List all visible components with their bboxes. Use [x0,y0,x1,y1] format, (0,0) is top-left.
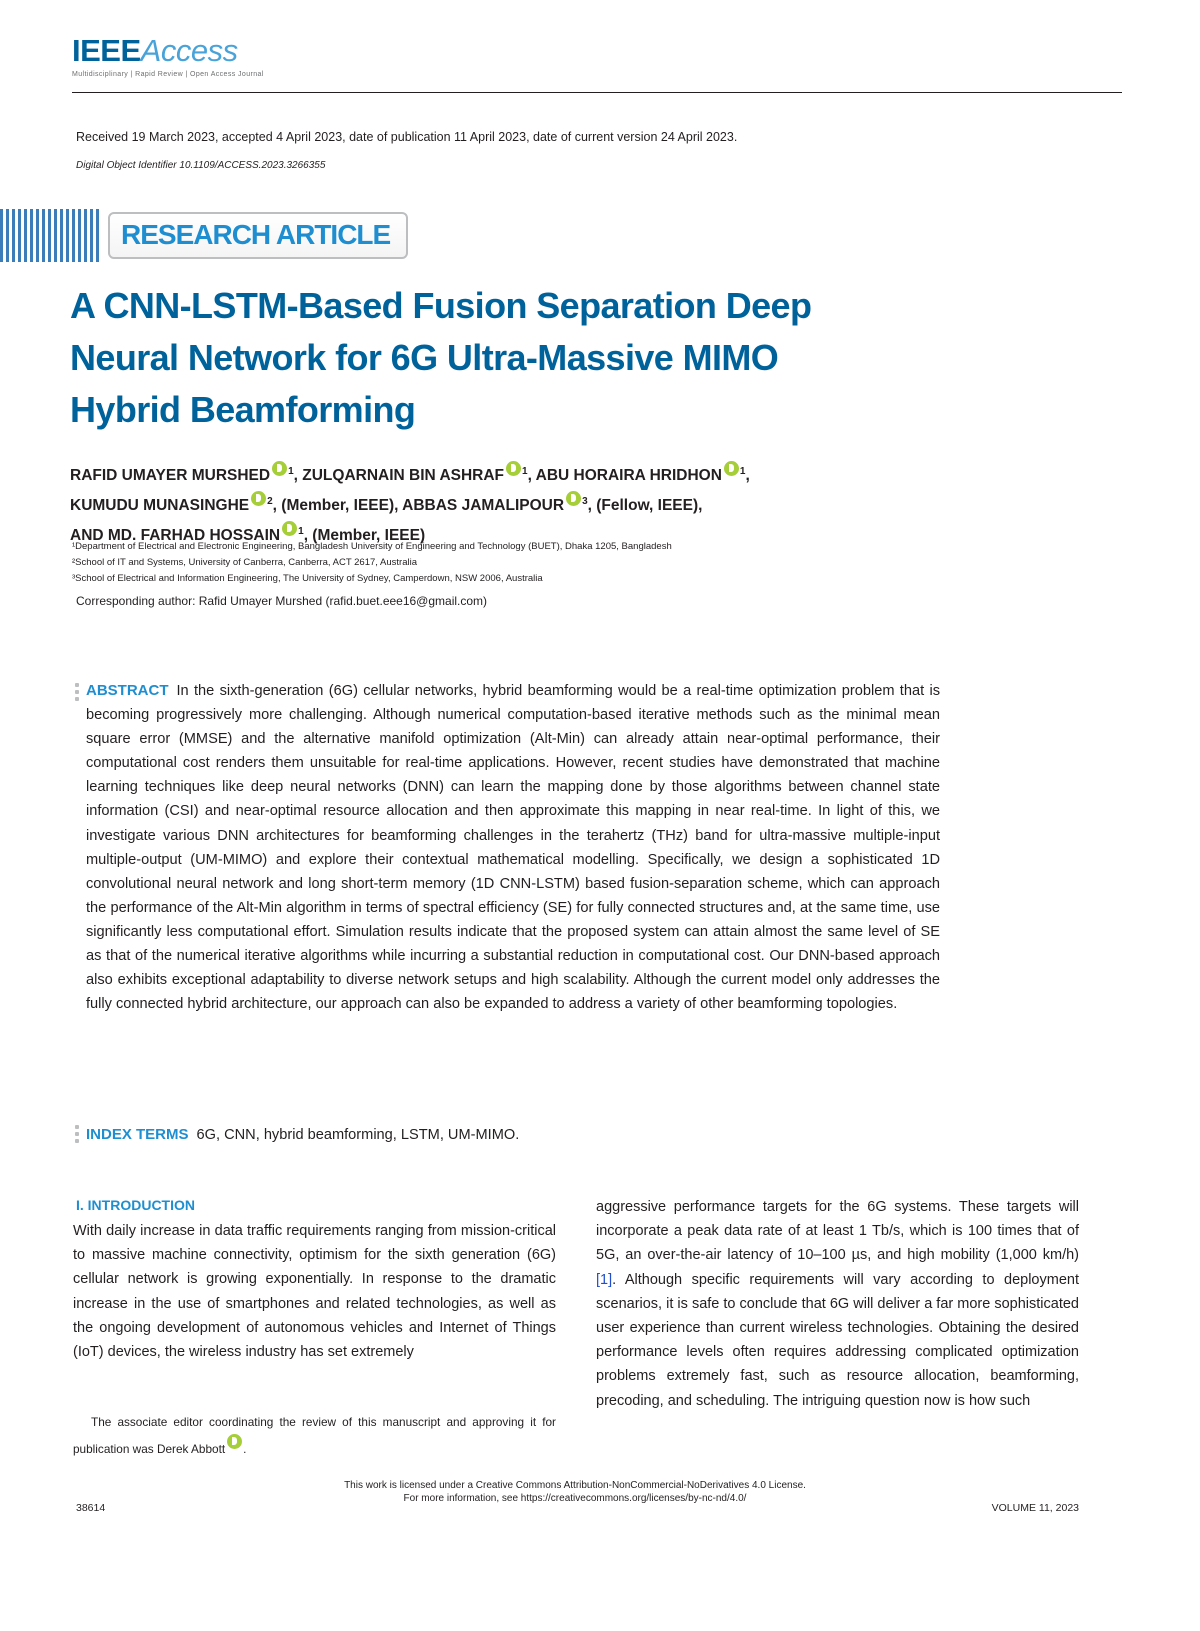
header-divider [72,92,1122,93]
logo-ieee: IEEE [72,33,141,68]
editor-footnote [73,1410,556,1461]
section-marker-dot [75,1132,79,1136]
affiliation-line: ¹Department of Electrical and Electronic Engineering, Bangladesh University of Engineering and Technology (BUET), Dhaka 1205, Bangladesh [72,541,672,552]
author-name: KUMUDU MUNASINGHE [70,497,250,514]
section-marker-dot [75,1139,79,1143]
author-name: AND MD. FARHAD HOSSAIN [70,527,281,544]
affiliation-sup: 2 [267,496,273,507]
author-name: , ZULQARNAIN BIN ASHRAF [293,467,505,484]
author-separator: , [745,467,750,484]
citation-link[interactable]: [1] [596,1271,613,1288]
abstract [86,679,940,1016]
orcid-icon[interactable] [251,491,266,506]
banner-label: RESEARCH ARTICLE [121,219,391,250]
logo-access: Access [140,33,238,68]
intro-right-column [596,1195,1079,1413]
corresponding-author: Corresponding author: Rafid Umayer Murshed (rafid.buet.eee16@gmail.com) [76,594,488,608]
orcid-icon[interactable] [282,521,297,536]
orcid-icon[interactable] [227,1434,242,1449]
author-membership: , (Member, IEEE) [303,527,426,544]
abstract-text: In the sixth-generation (6G) cellular networks, hybrid beamforming would be a real-time optimization problem that is becoming progressively more challenging. Although numerical computation-based iterative methods such as the minimal mean square error (MMSE) and the alternative manifold optimization (Alt-Min) can already attain near-optimal performance, their computational cost renders them unsuitable for real-time applications. However, recent studies have demonstrated that machine learning techniques like deep neural networks (DNN) can learn the mapping done by those algorithms between channel state information (CSI) and near-optimal resource allocation and then approximate this mapping in near real-time. In light of this, we investigate various DNN architectures for beamforming challenges in the terahertz (THz) band for ultra-massive multiple-input multiple-output (UM-MIMO) and explore their contextual mathematical modelling. Specifically, we design a sophisticated 1D convolutional neural network and long short-term memory (1D CNN-LSTM) based fusion-separation scheme, which can approach the performance of the Alt-Min algorithm in terms of spectral efficiency (SE) for fully connected structures and, at the same time, use significantly less computational effort. Simulation results indicate that the proposed system can attain almost the same level of SE as that of the numerical iterative algorithms while incurring a substantial reduction in computational cost. Our DNN-based approach also exhibits exceptional adaptability to diverse network setups and high scalability. Although the current model only addresses the fully connected hybrid architecture, our approach can also be expanded to address a variety of other beamforming topologies. [86,683,940,1013]
orcid-icon[interactable] [724,461,739,476]
orcid-icon[interactable] [506,461,521,476]
section-marker-dot [75,690,79,694]
orcid-icon[interactable] [566,491,581,506]
journal-logo [72,34,264,78]
title-line: A CNN-LSTM-Based Fusion Separation Deep [70,285,812,326]
author-membership: , (Fellow, IEEE), [587,497,703,514]
received-dates: Received 19 March 2023, accepted 4 April 2023, date of publication 11 April 2023, date of current version 24 April 2023. [76,130,738,144]
author-name: , ABU HORAIRA HRIDHON [527,467,722,484]
author-name: RAFID UMAYER MURSHED [70,467,271,484]
license-line: This work is licensed under a Creative Commons Attribution-NonCommercial-NoDerivatives 4.0 License. [344,1480,806,1491]
title-line: Neural Network for 6G Ultra-Massive MIMO [70,337,779,378]
affiliation-sup: 3 [582,496,588,507]
affiliations [72,539,672,587]
banner-stripes [0,209,102,262]
affiliation-sup: 1 [298,526,304,537]
author-name: , (Member, IEEE), ABBAS JAMALIPOUR [272,497,565,514]
footnote-tail: . [243,1442,247,1456]
body-text: aggressive performance targets for the 6G systems. These targets will incorporate a peak data rate of at least 1 Tb/s, which is 100 times that of 5G, an over-the-air latency of 10–100 µs, and high mobility (1,000 km/h) [596,1199,1079,1264]
license-link[interactable]: For more information, see https://creativecommons.org/licenses/by-nc-nd/4.0/ [403,1493,747,1504]
affiliation-sup: 1 [739,466,746,477]
section-heading: I. INTRODUCTION [76,1197,195,1213]
intro-left-column: With daily increase in data traffic requirements ranging from mission-critical to massive machine connectivity, optimism for the sixth generation (6G) cellular network is growing exponentially. In response to the dramatic increase in the use of smartphones and related technologies, as well as the ongoing development of autonomous vehicles and Internet of Things (IoT) devices, the wireless industry has set extremely [73,1223,556,1361]
section-marker-dot [75,1125,79,1129]
affiliation-sup: 1 [288,466,294,477]
volume-label: VOLUME 11, 2023 [991,1502,1079,1514]
page-number: 38614 [76,1502,106,1514]
title-line: Hybrid Beamforming [70,389,416,430]
index-terms-text: 6G, CNN, hybrid beamforming, LSTM, UM-MIMO. [196,1127,520,1143]
affiliation-line: ²School of IT and Systems, University of Canberra, Canberra, ACT 2617, Australia [72,557,417,568]
index-terms-label: INDEX TERMS [86,1126,189,1143]
index-terms [86,1123,519,1147]
section-marker-dot [75,697,79,701]
affiliation-sup: 1 [522,466,528,477]
author-list [70,459,1030,549]
orcid-icon[interactable] [272,461,287,476]
doi-line: Digital Object Identifier 10.1109/ACCESS.2023.3266355 [76,160,326,171]
affiliation-line: ³School of Electrical and Information Engineering, The University of Sydney, Camperdown, NSW 2006, Australia [72,573,543,584]
logo-tagline: Multidisciplinary | Rapid Review | Open Access Journal [72,71,264,78]
paper-title [70,280,930,436]
section-marker-dot [75,683,79,687]
body-text: . Although specific requirements will vary according to deployment scenarios, it is safe to conclude that 6G will deliver a far more sophisticated user experience than current wireless technologies. Obtaining the desired performance levels often requires addressing complicated optimization problems extremely fast, such as resource allocation, beamforming, precoding, and scheduling. The intriguing question now is how such [596,1271,1079,1409]
abstract-label: ABSTRACT [86,682,169,699]
footnote-text: The associate editor coordinating the review of this manuscript and approving it for publication was Derek Abbott [73,1415,556,1456]
